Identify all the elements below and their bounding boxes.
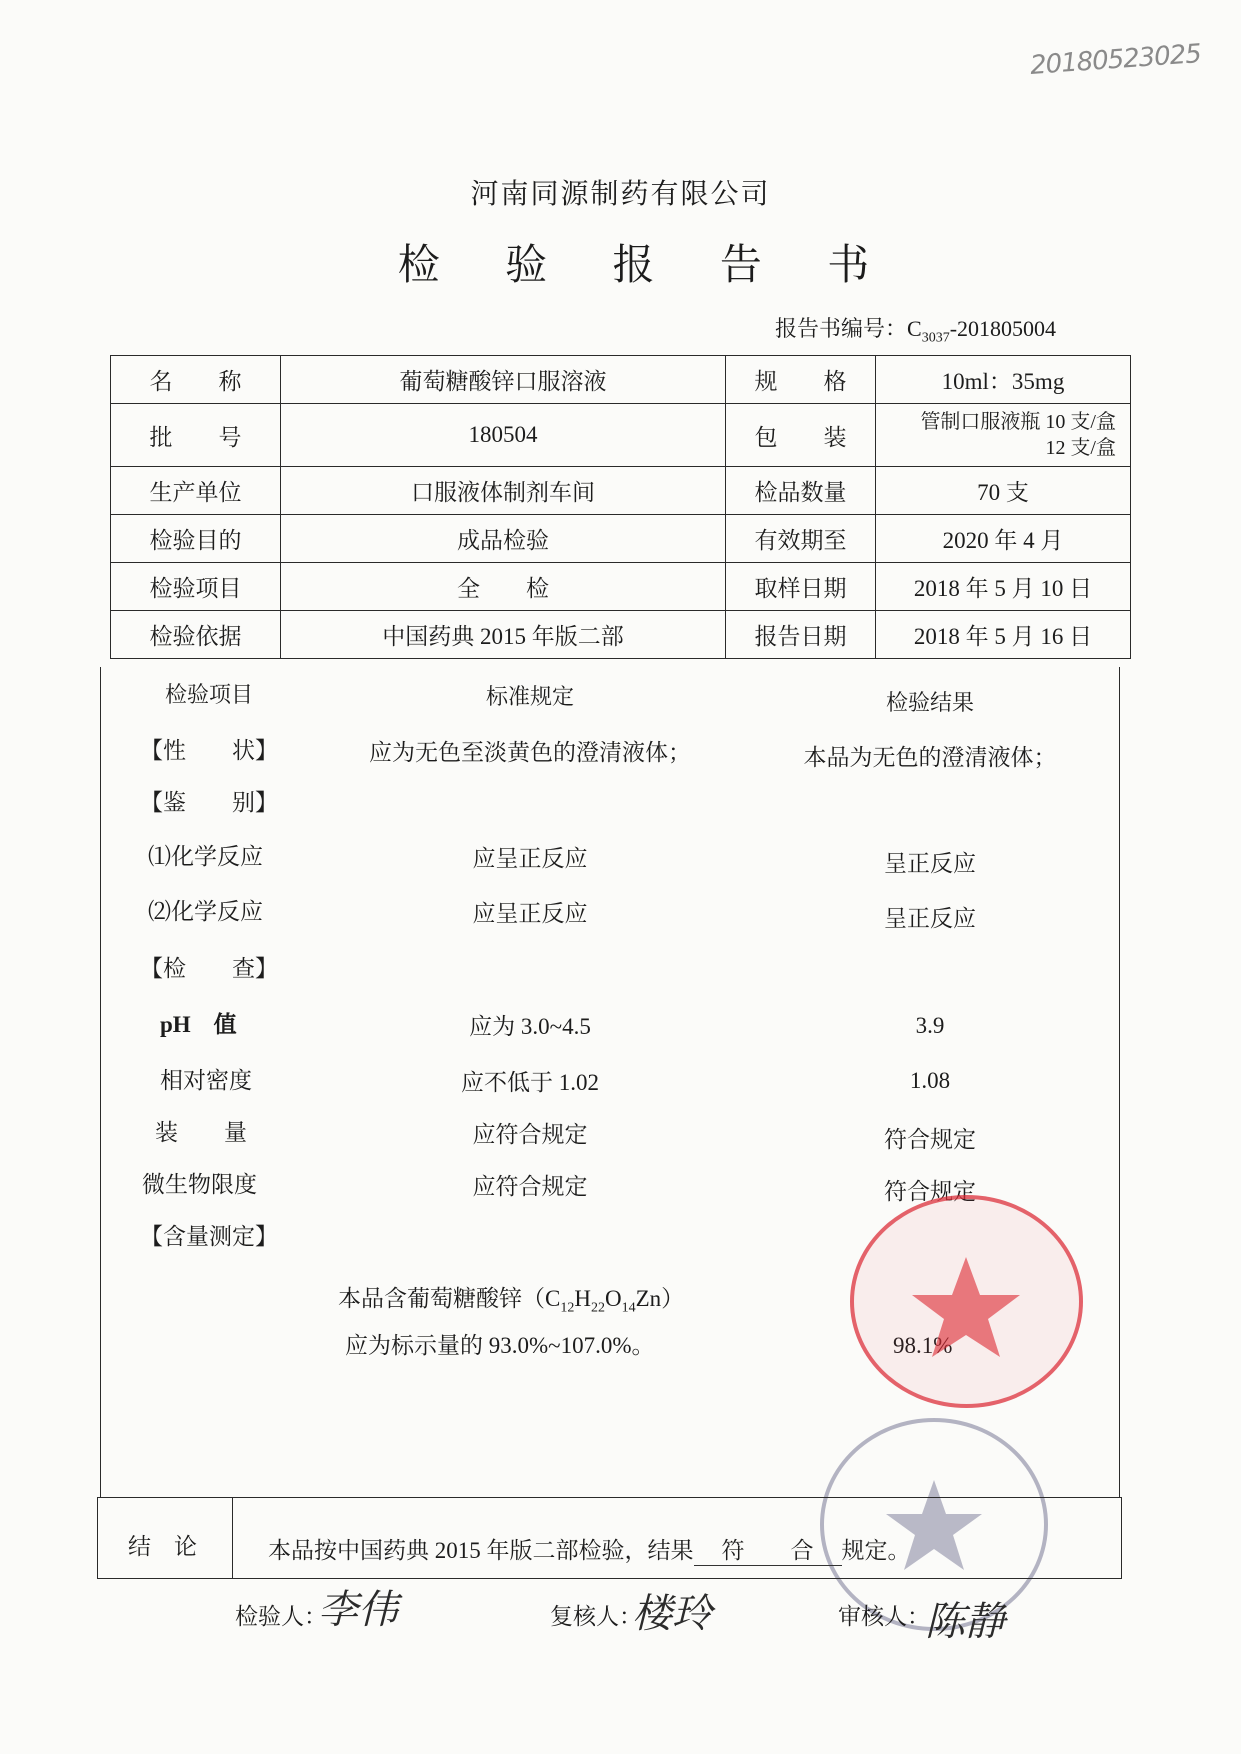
assay-standard-line1	[338, 1280, 684, 1317]
ph-result: 3.9	[915, 1013, 945, 1038]
purpose-label: 检验目的	[111, 515, 281, 563]
table-row	[111, 563, 1131, 611]
expiry-value: 2020 年 4 月	[876, 515, 1131, 563]
chem1-label: ⑴化学反应	[148, 844, 263, 869]
red-seal-stamp	[850, 1195, 1083, 1408]
pack-line-1: 管制口服液瓶 10 支/盒	[920, 411, 1116, 433]
density-label: 相对密度	[160, 1068, 252, 1093]
table-row	[111, 515, 1131, 563]
fill-label: 装 量	[155, 1120, 247, 1145]
header-item: 检验项目	[165, 683, 254, 708]
report-number-label: 报告书编号：	[775, 316, 908, 341]
company-name: 河南同源制药有限公司	[470, 177, 771, 210]
report-number-prefix: C	[907, 316, 922, 341]
chem2-standard: 应呈正反应	[472, 901, 588, 926]
inspector-label: 检验人：	[235, 1604, 327, 1630]
purpose-value: 成品检验	[281, 515, 726, 563]
micro-label: 微生物限度	[142, 1172, 257, 1197]
sample-date-value: 2018 年 5 月 10 日	[876, 563, 1131, 611]
chem1-standard: 应呈正反应	[472, 846, 588, 871]
producer-value: 口服液体制剂车间	[281, 467, 726, 515]
report-date-label: 报告日期	[726, 611, 876, 659]
basis-value: 中国药典 2015 年版二部	[281, 611, 726, 659]
assay-h: H	[574, 1286, 591, 1311]
density-result: 1.08	[909, 1068, 951, 1093]
appearance-standard: 应为无色至淡黄色的澄清液体；	[369, 740, 691, 765]
reviewer-signature: 楼玲	[632, 1591, 712, 1637]
identification-label: 【鉴 别】	[140, 790, 278, 816]
assay-sub-h: 22	[590, 1300, 605, 1316]
basis-label: 检验依据	[111, 611, 281, 659]
assay-o: O	[604, 1286, 622, 1311]
conclusion-label: 结 论	[128, 1534, 197, 1560]
item-label: 检验项目	[111, 563, 281, 611]
fill-result: 符合规定	[884, 1127, 976, 1152]
header-result: 检验结果	[885, 691, 974, 716]
header-standard: 标准规定	[485, 685, 574, 710]
assay-zn: Zn）	[635, 1286, 685, 1311]
reviewer-label: 复核人：	[550, 1604, 642, 1630]
appearance-label: 【性 状】	[140, 738, 278, 764]
batch-value: 180504	[281, 404, 726, 467]
producer-label: 生产单位	[111, 467, 281, 515]
conclusion-verdict: 符 合	[694, 1532, 842, 1566]
product-name: 葡萄糖酸锌口服溶液	[281, 356, 726, 404]
conclusion-pre: 本品按中国药典 2015 年版二部检验，结果	[268, 1538, 694, 1563]
report-number	[775, 312, 1056, 346]
pack-value	[876, 404, 1131, 467]
assay-standard-line2: 应为标示量的 93.0%~107.0%。	[345, 1333, 655, 1358]
star-icon	[854, 1199, 1079, 1404]
qty-value: 70 支	[876, 467, 1131, 515]
chem1-result: 呈正反应	[884, 851, 976, 876]
spec-value: 10ml：35mg	[876, 356, 1131, 404]
micro-standard: 应符合规定	[472, 1174, 588, 1199]
report-title: 检 验 报 告 书	[397, 240, 896, 289]
approver-signature: 陈静	[925, 1599, 1005, 1645]
batch-label: 批 号	[111, 404, 281, 467]
approver-label: 审核人：	[838, 1604, 930, 1630]
chem2-label: ⑵化学反应	[148, 899, 263, 924]
micro-result: 符合规定	[884, 1179, 976, 1204]
table-row	[111, 611, 1131, 659]
sample-date-label: 取样日期	[726, 563, 876, 611]
check-label: 【检 查】	[140, 956, 278, 982]
spec-label: 规 格	[726, 356, 876, 404]
handwritten-note: 20180523025	[1029, 39, 1202, 81]
pack-line-2: 12 支/盒	[1045, 437, 1116, 459]
conclusion-text	[268, 1532, 911, 1566]
fill-standard: 应符合规定	[472, 1122, 588, 1147]
table-row	[111, 356, 1131, 404]
assay-sub-c: 12	[560, 1300, 575, 1316]
report-date-value: 2018 年 5 月 16 日	[876, 611, 1131, 659]
ph-standard: 应为 3.0~4.5	[469, 1014, 591, 1039]
assay-formula-pre: 本品含葡萄糖酸锌（C	[338, 1286, 561, 1311]
table-row	[111, 467, 1131, 515]
report-number-sub: 3037	[921, 330, 950, 346]
assay-result: 98.1%	[893, 1333, 953, 1358]
table-row	[111, 404, 1131, 467]
assay-sub-o: 14	[621, 1300, 636, 1316]
assay-label: 【含量测定】	[140, 1224, 278, 1250]
product-info-table	[110, 355, 1131, 659]
conclusion-post: 规定。	[841, 1538, 911, 1563]
appearance-result: 本品为无色的澄清液体；	[803, 745, 1057, 770]
inspector-signature: 李伟	[318, 1587, 398, 1633]
qty-label: 检品数量	[726, 467, 876, 515]
item-value: 全 检	[281, 563, 726, 611]
chem2-result: 呈正反应	[884, 906, 976, 931]
expiry-label: 有效期至	[726, 515, 876, 563]
density-standard: 应不低于 1.02	[461, 1070, 599, 1095]
report-number-suffix: -201805004	[949, 316, 1057, 341]
name-label: 名 称	[111, 356, 281, 404]
ph-label: pH 值	[160, 1012, 237, 1037]
pack-label: 包 装	[726, 404, 876, 467]
conclusion-divider	[232, 1497, 233, 1579]
